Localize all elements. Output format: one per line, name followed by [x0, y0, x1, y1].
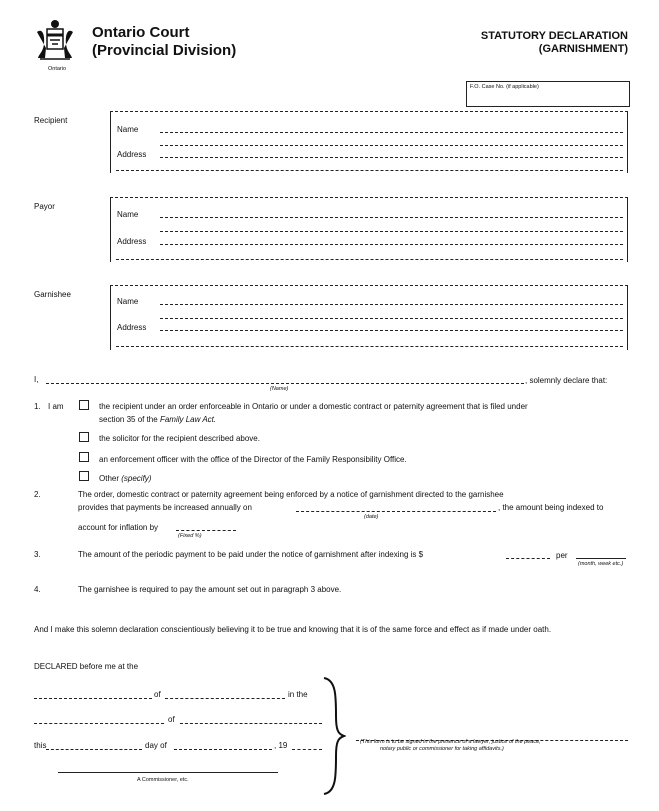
jurat-in-the: in the — [288, 690, 308, 699]
recipient-name-field[interactable] — [160, 132, 623, 133]
item2-line2-post: , the amount being indexed to — [498, 503, 604, 512]
option-enforcement-officer-checkbox[interactable] — [79, 452, 89, 462]
jurat-of2: of — [168, 715, 175, 724]
fixed-caption: (Fixed %) — [178, 533, 202, 539]
recipient-address-field[interactable] — [160, 157, 623, 158]
item3-per: per — [556, 551, 568, 560]
item4-text: The garnishee is required to pay the amount set out in paragraph 3 above. — [78, 585, 342, 594]
court-name-line1: Ontario Court — [92, 24, 190, 41]
payor-label: Payor — [34, 202, 55, 211]
jurat-this: this — [34, 741, 47, 750]
recipient-bracket-right — [627, 111, 628, 173]
garnishee-address-label: Address — [117, 323, 147, 332]
period-field[interactable] — [576, 558, 626, 559]
recipient-name-label: Name — [117, 125, 139, 134]
recipient-label: Recipient — [34, 116, 68, 125]
item2-line2-pre: provides that payments be increased annually on — [78, 503, 252, 512]
option4-text: Other (specify) — [99, 474, 152, 483]
date-caption: (date) — [364, 514, 379, 520]
name-caption: (Name) — [270, 386, 289, 392]
garnishee-name-field[interactable] — [160, 304, 623, 305]
item2-line3: account for inflation by — [78, 523, 159, 532]
declarant-prefix: I, — [34, 375, 39, 384]
increase-date-field[interactable] — [296, 511, 496, 512]
item1-number: 1. — [34, 402, 41, 411]
item1-i-am: I am — [48, 402, 64, 411]
payor-name-field[interactable] — [160, 217, 623, 218]
period-caption: (month, week etc.) — [578, 561, 624, 567]
option1-line2: section 35 of the Family Law Act. — [99, 415, 217, 424]
court-name-line2: (Provincial Division) — [92, 42, 237, 59]
option-other-checkbox[interactable] — [79, 471, 89, 481]
jurat-day-of: day of — [145, 741, 167, 750]
jurat-day-field[interactable] — [46, 749, 142, 750]
option2-text: the solicitor for the recipient described above. — [99, 434, 260, 443]
payor-address-label: Address — [117, 237, 147, 246]
crest-caption: Ontario — [48, 66, 67, 72]
commissioner-signature-line[interactable] — [58, 772, 278, 773]
case-number-label: F.O. Case No. (if applicable) — [470, 84, 539, 90]
jurat-month-field[interactable] — [174, 749, 272, 750]
item4-number: 4. — [34, 585, 41, 594]
recipient-address-label: Address — [117, 150, 147, 159]
payor-name-label: Name — [117, 210, 139, 219]
option3-text: an enforcement officer with the office of the Director of the Family Responsibility Office. — [99, 455, 407, 464]
option-solicitor-checkbox[interactable] — [79, 432, 89, 442]
jurat-year: , 19 — [274, 741, 288, 750]
jurat-year-field[interactable] — [292, 749, 322, 750]
jurat-brace — [322, 676, 346, 796]
payment-amount-field[interactable] — [506, 558, 550, 559]
item2-number: 2. — [34, 490, 41, 499]
item3-text: The amount of the periodic payment to be paid under the notice of garnishment after indexing is $ — [78, 550, 424, 559]
jurat-municipality-type-field[interactable] — [34, 698, 152, 699]
signature-note-line1: (This form is to be signed in the presence of a lawyer, justice of the peace, — [360, 739, 541, 745]
declarant-name-field[interactable] — [46, 383, 524, 384]
ontario-crest-icon — [34, 18, 76, 64]
payor-address-field[interactable] — [160, 244, 623, 245]
jurat-municipality-field[interactable] — [165, 698, 285, 699]
jurat-county-type-field[interactable] — [34, 723, 164, 724]
form-title-line2: (GARNISHMENT) — [538, 43, 628, 55]
form-title-line1: STATUTORY DECLARATION — [480, 30, 628, 42]
declared-before-me: DECLARED before me at the — [34, 662, 139, 671]
fixed-percent-field[interactable] — [176, 530, 236, 531]
recipient-bracket-left — [110, 111, 111, 173]
signature-note-line2: notary public or commissioner for taking affidavits.) — [380, 746, 504, 752]
garnishee-label: Garnishee — [34, 290, 71, 299]
garnishee-name-label: Name — [117, 297, 139, 306]
garnishee-address-field[interactable] — [160, 330, 623, 331]
item2-line1: The order, domestic contract or paternity agreement being enforced by a notice of garnishment directed to the garnishee — [78, 490, 504, 499]
item3-number: 3. — [34, 550, 41, 559]
commissioner-caption: A Commissioner, etc. — [137, 777, 189, 783]
closing-statement: And I make this solemn declaration conscientiously believing it to be true and knowing that it is of the same force and effect as if made under oath. — [34, 625, 552, 634]
jurat-of1: of — [154, 690, 161, 699]
solemnly-declare: , solemnly declare that: — [525, 376, 608, 385]
option-recipient-checkbox[interactable] — [79, 400, 89, 410]
jurat-county-field[interactable] — [180, 723, 322, 724]
option1-line1: the recipient under an order enforceable in Ontario or under a domestic contract or paternity agreement that is filed under — [99, 402, 528, 411]
